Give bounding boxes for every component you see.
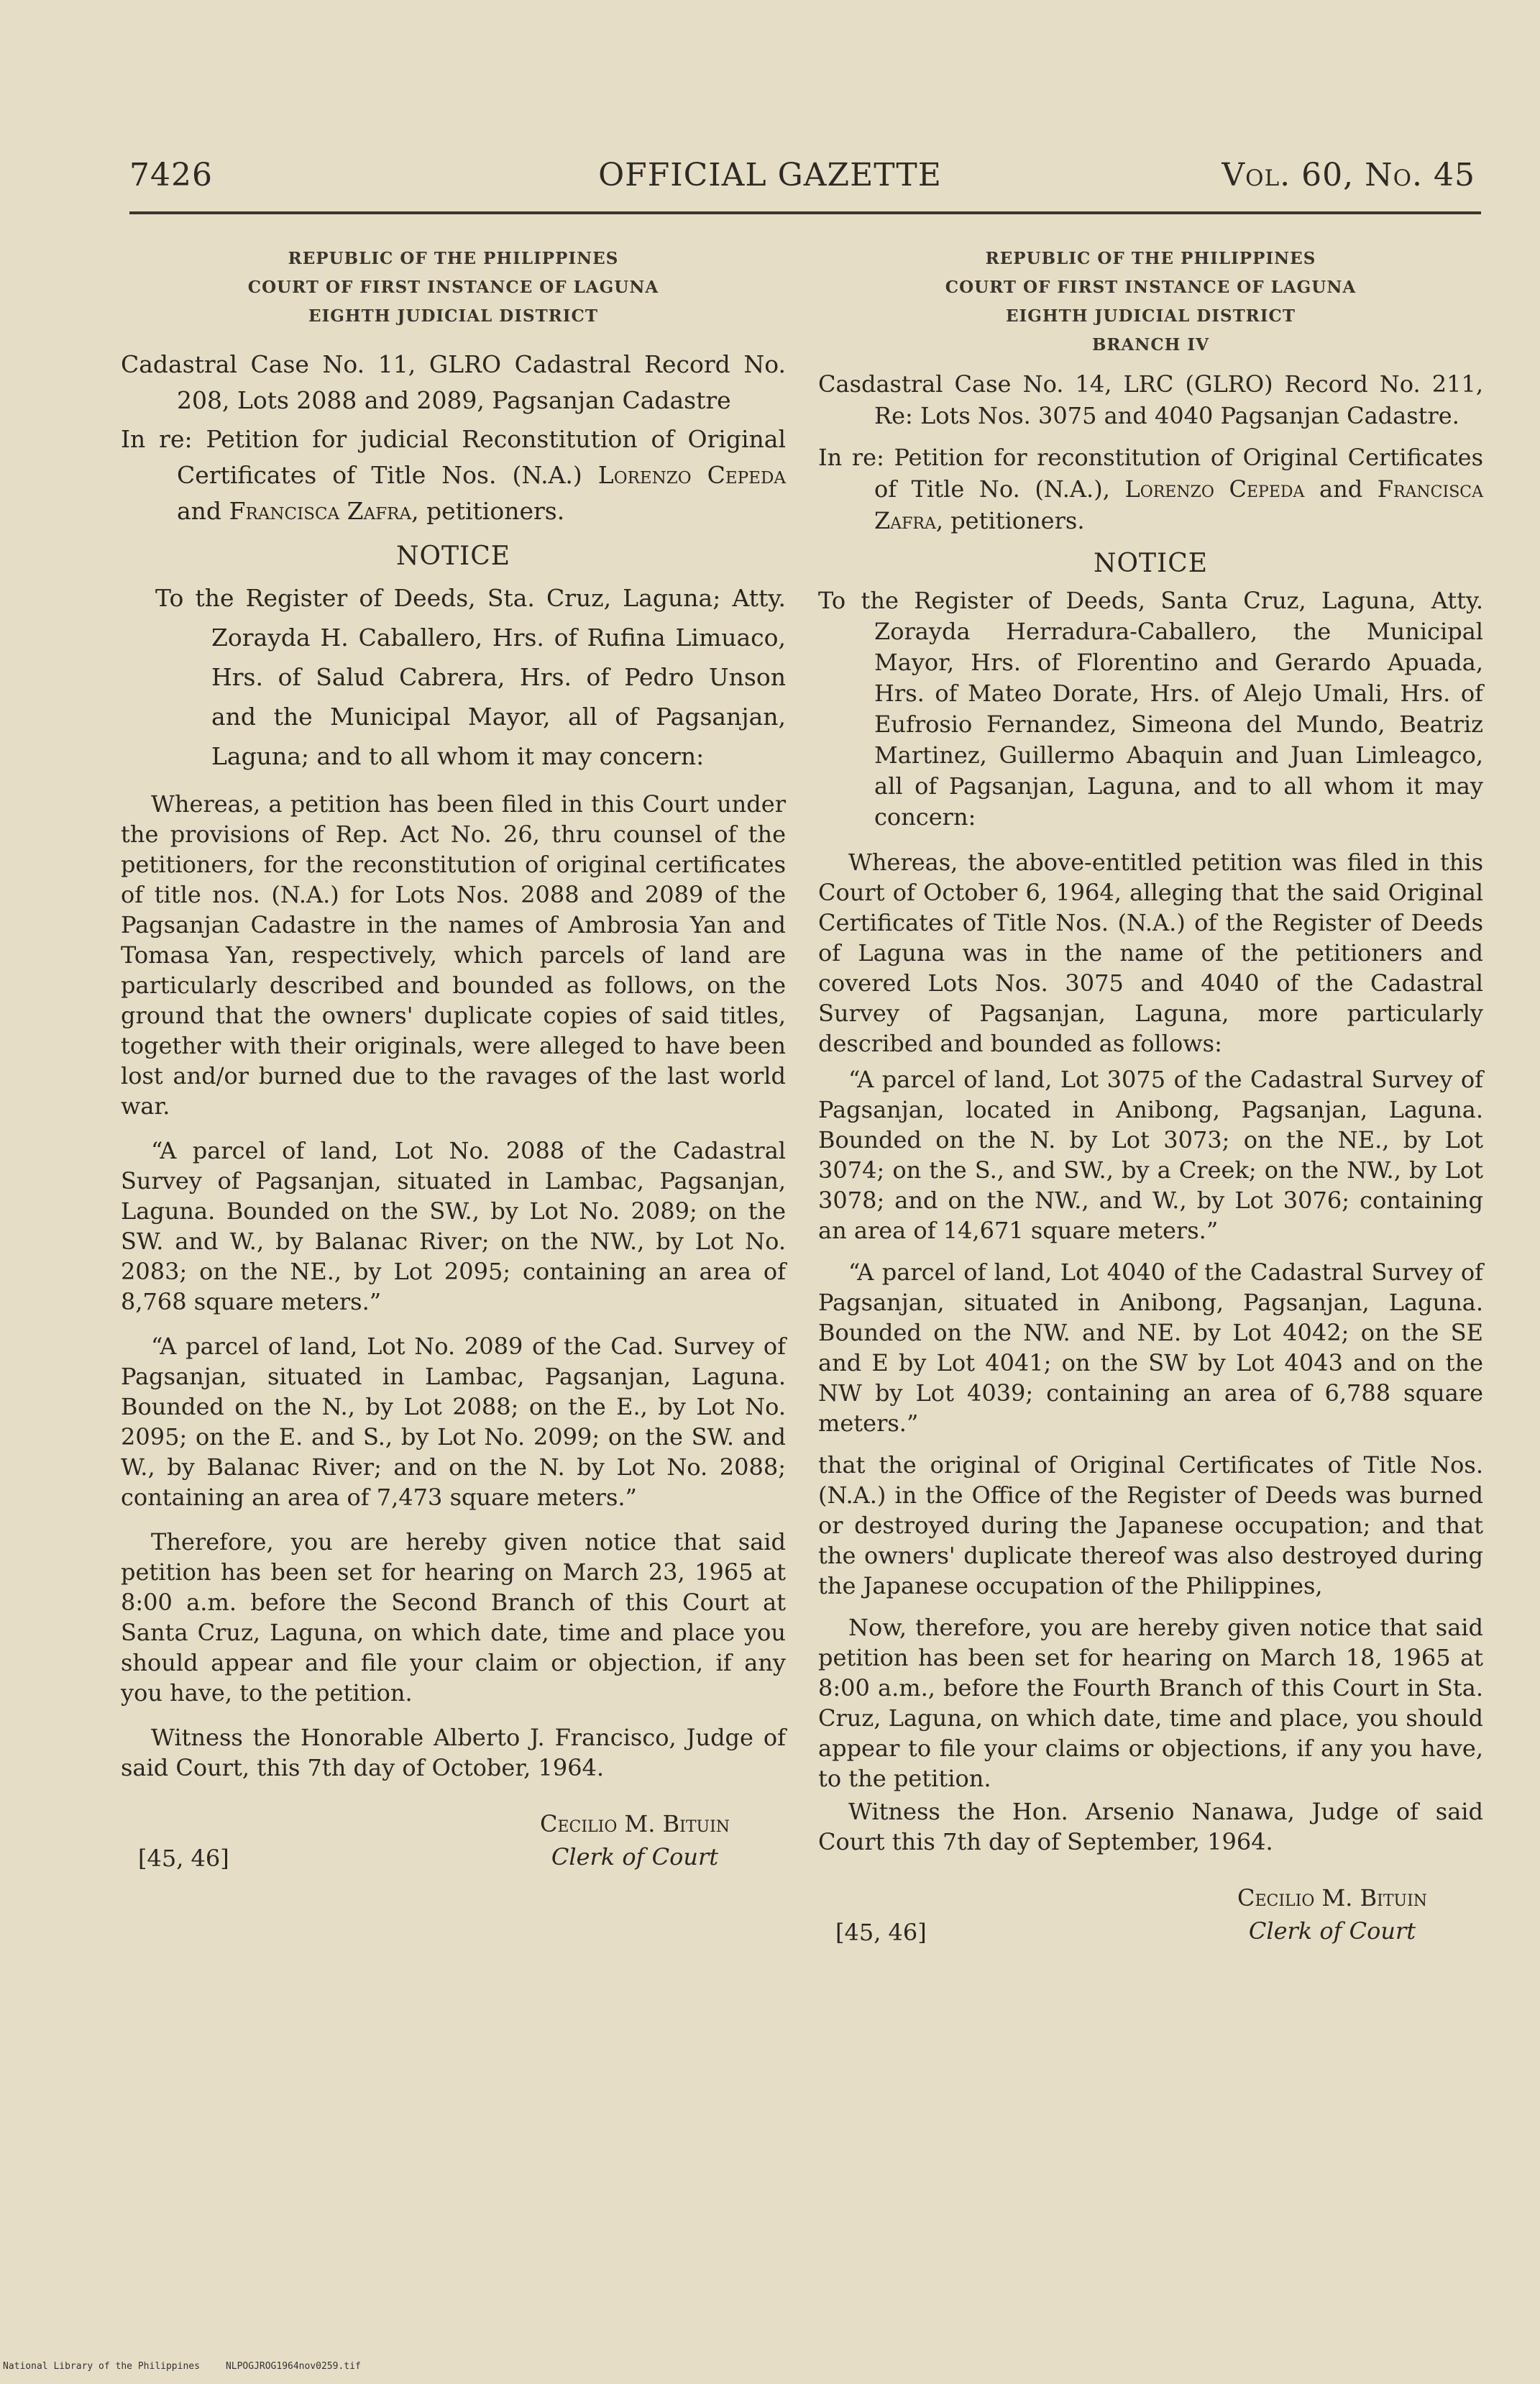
- petitioner-name: Francisca Zafra: [874, 475, 1484, 534]
- court-heading-line: EIGHTH JUDICIAL DISTRICT: [1006, 306, 1296, 326]
- right-notice: [818, 245, 1483, 1955]
- signature-block: [818, 1883, 1483, 1955]
- signatory-title: Clerk of Court: [1248, 1917, 1416, 1945]
- signatory-name: Cecilio M. Bituin: [539, 1810, 730, 1837]
- notice-title: NOTICE: [1093, 549, 1209, 578]
- petitioner-name: Lorenzo Cepeda: [1124, 475, 1305, 503]
- issue-reference: [45, 46]: [138, 1845, 229, 1872]
- page-number: 7426: [129, 157, 213, 193]
- witness-line: Witness the Hon. Arsenio Nanawa, Judge of said Court this 7th day of September, 1964.: [818, 1798, 1483, 1855]
- hearing-notice: Now, therefore, you are hereby given notice that said petition has been set for hearing on March 18, 1965 at 8:00 a.m., before the Fourth Branch of this Court in Sta. Cruz, Laguna, on which date, time and place, you should appear to file your claims or objections, if any you have, to the petition.: [818, 1614, 1483, 1792]
- in-re-text: In re: Petition for reconstitution of Original Certificates of Title No. (N.A.),: [818, 444, 1483, 503]
- body-paragraph: Whereas, a petition has been filed in this Court under the provisions of Rep. Act No. 26, thru counsel of the petitioners, for the reconstitution of original certificates of title nos. (N.A.) for Lots Nos. 2088 and 2089 of the Pagsanjan Cadastre in the names of Ambrosia Yan and Tomasa Yan, respectively, which parcels of land are particularly described and bounded as follows, on the ground that the owners' duplicate copies of said titles, together with their originals, were alleged to have been lost and/or burned due to the ravages of the last world war.: [121, 790, 786, 1120]
- witness-line: Witness the Honorable Alberto J. Francisco, Judge of said Court, this 7th day of October, 1964.: [121, 1724, 786, 1781]
- body-paragraph: that the original of Original Certificates of Title Nos. (N.A.) in the Office of the Register of Deeds was burned or destroyed during the Japanese occupation; and that the owners' duplicate thereof was also destroyed during the Japanese occupation of the Philippines,: [818, 1451, 1483, 1599]
- left-notice: [121, 245, 786, 1881]
- in-re-text: In re: Petition for judicial Reconstitution of Original Certificates of Title Nos. (N.A.): [121, 425, 786, 489]
- case-caption: Cadastral Case No. 11, GLRO Cadastral Record No. 208, Lots 2088 and 2089, Pagsanjan Cadastre: [121, 350, 786, 414]
- volume-number: Vol. 60, No. 45: [1222, 157, 1475, 193]
- petitioner-name: Francisca Zafra: [229, 497, 412, 525]
- signatory-title: Clerk of Court: [551, 1843, 719, 1871]
- court-heading-line: COURT OF FIRST INSTANCE OF LAGUNA: [945, 278, 1357, 297]
- addressee-block: To the Register of Deeds, Santa Cruz, Laguna, Atty. Zorayda Herradura-Caballero, the Municipal Mayor, Hrs. of Florentino and Gerardo Apuada, Hrs. of Mateo Dorate, Hrs. of Alejo Umali, Hrs. of Eufrosio Fernandez, Simeona del Mundo, Beatriz Martinez, Guillermo Abaquin and Juan Limleagco, all of Pagsanjan, Laguna, and to all whom it may concern:: [818, 587, 1483, 831]
- conjunction: and: [1319, 475, 1363, 503]
- court-heading-line: REPUBLIC OF THE PHILIPPINES: [288, 249, 619, 268]
- lot-description: “A parcel of land, Lot 4040 of the Cadastral Survey of Pagsanjan, situated in Anibong, Pagsanjan, Laguna. Bounded on the NW. and NE. by Lot 4042; on the SE and E by Lot 4041; on the SW by Lot 4043 and on the NW by Lot 4039; containing an area of 6,788 square meters.”: [818, 1259, 1483, 1437]
- lot-description: “A parcel of land, Lot 3075 of the Cadastral Survey of Pagsanjan, located in Anibong, Pagsanjan, Laguna. Bounded on the N. by Lot 3073; on the NE., by Lot 3074; on the S., and SW., by a Creek; on the NW., by Lot 3078; and on the NW., and W., by Lot 3076; containing an area of 14,671 square meters.”: [818, 1066, 1483, 1244]
- court-heading-line: EIGHTH JUDICIAL DISTRICT: [308, 306, 598, 326]
- library-credit: National Library of the Philippines: [3, 2361, 200, 2372]
- body-paragraph: Whereas, the above-entitled petition was filed in this Court of October 6, 1964, alleging that the said Original Certificates of Title Nos. (N.A.) of the Register of Deeds of Laguna was in the name of the petitioners and covered Lots Nos. 3075 and 4040 of the Cadastral Survey of Pagsanjan, Laguna, more particularly described and bounded as follows:: [818, 849, 1483, 1057]
- in-re-caption: [121, 421, 786, 529]
- in-re-caption: [818, 442, 1483, 536]
- notice-title: NOTICE: [395, 542, 511, 571]
- court-heading-line: BRANCH IV: [1091, 335, 1210, 355]
- signature-block: [121, 1809, 786, 1881]
- case-caption: Casdastral Case No. 14, LRC (GLRO) Record No. 211, Re: Lots Nos. 3075 and 4040 Pagsanjan Cadastre.: [818, 370, 1483, 429]
- petitioner-name: Lorenzo Cepeda: [597, 461, 786, 489]
- publication-title: OFFICIAL GAZETTE: [598, 157, 942, 193]
- hearing-notice: Therefore, you are hereby given notice that said petition has been set for hearing on March 23, 1965 at 8:00 a.m. before the Second Branch of this Court at Santa Cruz, Laguna, on which date, time and place you should appear and file your claim or objection, if any you have, to the petition.: [121, 1528, 786, 1707]
- addressee-block: To the Register of Deeds, Sta. Cruz, Laguna; Atty. Zorayda H. Caballero, Hrs. of Rufina Limuaco, Hrs. of Salud Cabrera, Hrs. of Pedro Unson and the Municipal Mayor, all of Pagsanjan, Laguna; and to all whom it may concern:: [155, 584, 786, 770]
- in-re-end: , petitioners.: [935, 507, 1085, 534]
- scan-filename: NLPOGJROG1964nov0259.tif: [225, 2361, 361, 2372]
- conjunction: and: [177, 497, 222, 525]
- issue-reference: [45, 46]: [835, 1919, 927, 1946]
- signatory-name: Cecilio M. Bituin: [1237, 1884, 1428, 1912]
- lot-description: “A parcel of land, Lot No. 2088 of the Cadastral Survey of Pagsanjan, situated in Lambac, Pagsanjan, Laguna. Bounded on the SW., by Lot No. 2089; on the SW. and W., by Balanac River; on the NW., by Lot No. 2083; on the NE., by Lot 2095; containing an area of 8,768 square meters.”: [121, 1137, 786, 1315]
- court-heading-line: REPUBLIC OF THE PHILIPPINES: [985, 249, 1316, 268]
- lot-description: “A parcel of land, Lot No. 2089 of the Cad. Survey of Pagsanjan, situated in Lambac, Pagsanjan, Laguna. Bounded on the N., by Lot 2088; on the E., by Lot No. 2095; on the E. and S., by Lot No. 2099; on the SW. and W., by Balanac River; and on the N. by Lot No. 2088; containing an area of 7,473 square meters.”: [121, 1333, 786, 1511]
- scan-footer: [3, 2361, 361, 2372]
- court-heading-line: COURT OF FIRST INSTANCE OF LAGUNA: [247, 278, 659, 297]
- in-re-end: , petitioners.: [411, 497, 565, 525]
- header-rule: [129, 211, 1481, 214]
